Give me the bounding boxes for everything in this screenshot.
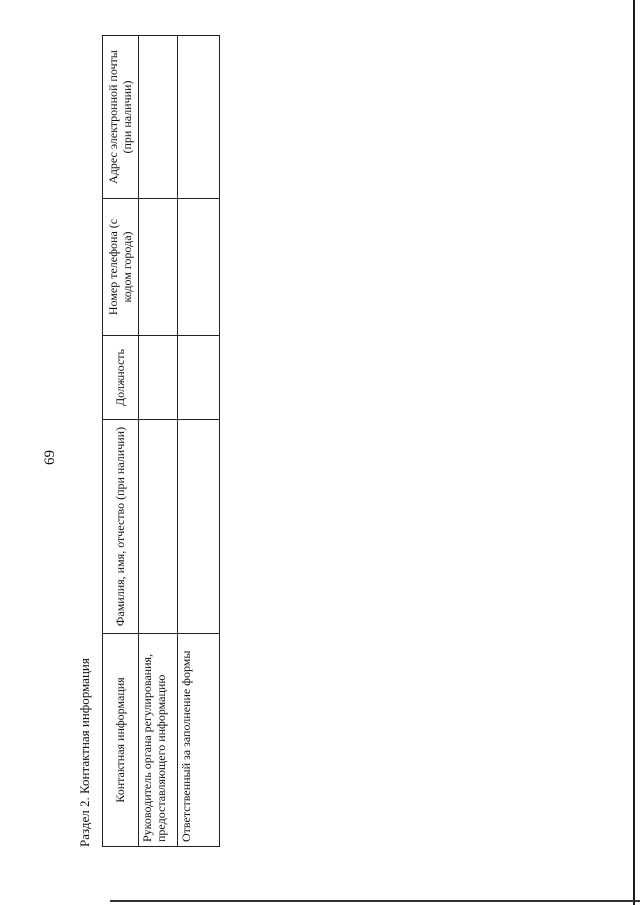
cell-responsible-position bbox=[178, 336, 220, 420]
contact-info-table bbox=[102, 35, 220, 847]
table-header-row bbox=[103, 36, 139, 847]
cell-responsible-phone bbox=[178, 199, 220, 336]
header-full-name: Фамилия, имя, отчество (при наличии) bbox=[103, 420, 139, 634]
cell-head-phone bbox=[139, 199, 178, 336]
page-number: 69 bbox=[42, 450, 58, 465]
header-email: Адрес электронной почты (при наличии) bbox=[103, 36, 139, 199]
row-label-responsible-person: Ответственный за заполнение формы bbox=[178, 634, 220, 847]
header-contact-info: Контактная информация bbox=[103, 634, 139, 847]
cell-head-full-name bbox=[139, 420, 178, 634]
header-phone: Номер телефона (с кодом города) bbox=[103, 199, 139, 336]
table-row bbox=[139, 36, 178, 847]
table-row bbox=[178, 36, 220, 847]
row-label-head-of-authority: Руководитель органа регулирования, предоставляющего информацию bbox=[139, 634, 178, 847]
cell-head-position bbox=[139, 336, 178, 420]
cell-responsible-email bbox=[178, 36, 220, 199]
cell-head-email bbox=[139, 36, 178, 199]
section-title: Раздел 2. Контактная информация bbox=[77, 658, 92, 847]
header-position: Должность bbox=[103, 336, 139, 420]
cell-responsible-full-name bbox=[178, 420, 220, 634]
